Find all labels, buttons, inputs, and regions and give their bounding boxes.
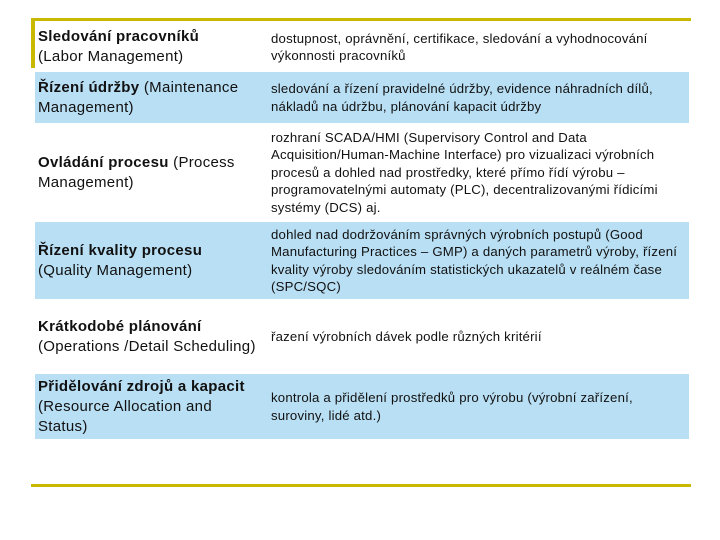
term-bold: Řízení údržby [38,78,140,96]
term-cell [35,25,265,69]
term-english: (Quality Management) [38,261,193,279]
term-bold: Krátkodobé plánování [38,317,202,335]
description-text: řazení výrobních dávek podle různých kritérií [271,328,542,344]
term-english: (Process Management) [38,153,235,191]
term-cell [35,222,265,299]
term-bold: Sledování pracovníků [38,28,200,45]
description-text: sledování a řízení pravidelné údržby, evidence náhradních dílů, nákladů na údržbu, plánování kapacit údržby [271,81,653,114]
description-cell [265,302,689,371]
term-english: (Resource Allocation and Status) [38,397,212,435]
table-row [35,25,689,72]
mes-functions-table [35,25,689,442]
term-cell [35,302,265,371]
term-bold: Ovládání procesu [38,153,169,171]
term-bold: Přidělování zdrojů a kapacit [38,377,245,395]
term-english: (Maintenance Management) [38,78,239,116]
description-cell [265,72,689,123]
description-cell [265,25,689,69]
accent-line-bottom [31,484,691,487]
table-row [35,72,689,126]
description-text: kontrola a přidělení prostředků pro výrobu (výrobní zařízení, suroviny, lidé atd.) [271,390,633,423]
term-cell [35,72,265,123]
term-english: (Operations /Detail Scheduling) [38,337,256,355]
description-text: dohled nad dodržováním správných výrobních postupů (Good Manufacturing Practices – GMP) a daných parametrů výroby, řízení kvality výroby sledováním statistických ukazatelů v reálném čase (SPC/SQC) [271,226,678,294]
description-text: rozhraní SCADA/HMI (Supervisory Control and Data Acquisition/Human-Machine Interface) pro vizualizaci výrobních procesů a dohled nad prostředky, které přímo řídí výrobu – programovatelnými automaty (PLC), decentralizovanými řídicími systémy (DCS) aj. [271,129,658,215]
description-text: dostupnost, oprávnění, certifikace, sledování a vyhodnocování výkonnosti pracovníků [271,30,648,63]
term-cell [35,126,265,219]
term-bold: Řízení kvality procesu [38,241,203,259]
term-cell [35,374,265,439]
description-cell [265,126,689,219]
table-row [35,222,689,302]
description-cell [265,222,689,299]
description-cell [265,374,689,439]
term-english: (Labor Management) [38,48,184,65]
table-row [35,126,689,222]
table-row [35,302,689,374]
table-row [35,374,689,442]
accent-line-top [31,18,691,21]
